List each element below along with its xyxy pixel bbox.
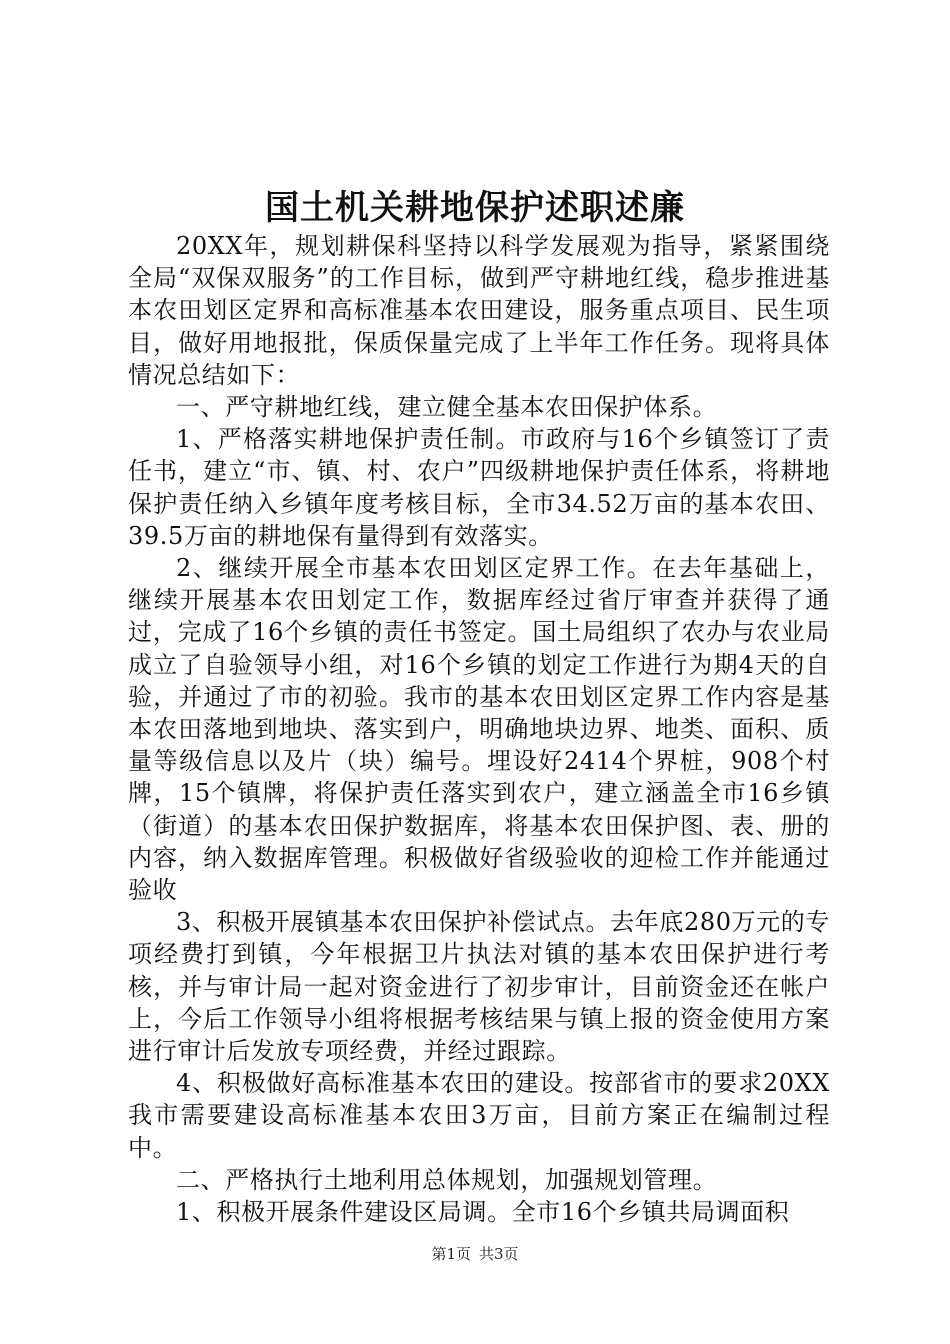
paragraph-intro: 20XX年，规划耕保科坚持以科学发展观为指导，紧紧围绕全局“双保双服务”的工作目标，做到严守耕地红线，稳步推进基本农田划区定界和高标准基本农田建设，服务重点项目、民生项目，做好用地报批，保质保量完成了上半年工作任务。现将具体情况总结如下：	[128, 232, 830, 389]
document-title: 国土机关耕地保护述职述廉	[265, 188, 685, 228]
paragraph-1-1: 1、严格落实耕地保护责任制。市政府与16个乡镇签订了责任书，建立“市、镇、村、农户”四级耕地保护责任体系，将耕地保护责任纳入乡镇年度考核目标，全市34.52万亩的基本农田、39.5万亩的耕地保有量得到有效落实。	[128, 425, 830, 550]
page-total: 共3页	[479, 1245, 519, 1263]
paragraph-1-4: 4、积极做好高标准基本农田的建设。按部省市的要求20XX我市需要建设高标准基本农田3万亩，目前方案正在编制过程中。	[128, 1069, 830, 1162]
section-heading-1: 一、严守耕地红线，建立健全基本农田保护体系。	[176, 393, 718, 422]
paragraph-1-2: 2、继续开展全市基本农田划区定界工作。在去年基础上，继续开展基本农田划定工作，数据库经过省厅审查并获得了通过，完成了16个乡镇的责任书签定。国土局组织了农办与农业局成立了自验领导小组，对16个乡镇的划定工作进行为期4天的自验，并通过了市的初验。我市的基本农田划区定界工作内容是基本农田落地到地块、落实到户，明确地块边界、地类、面积、质量等级信息以及片（块）编号。埋设好2414个界桩，908个村牌，15个镇牌，将保护责任落实到农户，建立涵盖全市16乡镇（街道）的基本农田保护数据库，将基本农田保护图、表、册的内容，纳入数据库管理。积极做好省级验收的迎检工作并能通过验收	[128, 554, 830, 905]
paragraph-2-1: 1、积极开展条件建设区局调。全市16个乡镇共局调面积	[176, 1198, 790, 1227]
paragraph-1-3: 3、积极开展镇基本农田保护补偿试点。去年底280万元的专项经费打到镇，今年根据卫片执法对镇的基本农田保护进行考核，并与审计局一起对资金进行了初步审计，目前资金还在帐户上，今后工作领导小组将根据考核结果与镇上报的资金使用方案进行审计后发放专项经费，并经过跟踪。	[128, 908, 830, 1066]
document-body	[128, 230, 830, 1228]
section-heading-2: 二、严格执行土地利用总体规划，加强规划管理。	[176, 1165, 718, 1194]
page-footer	[0, 1244, 950, 1264]
page-number: 第1页	[431, 1245, 471, 1263]
